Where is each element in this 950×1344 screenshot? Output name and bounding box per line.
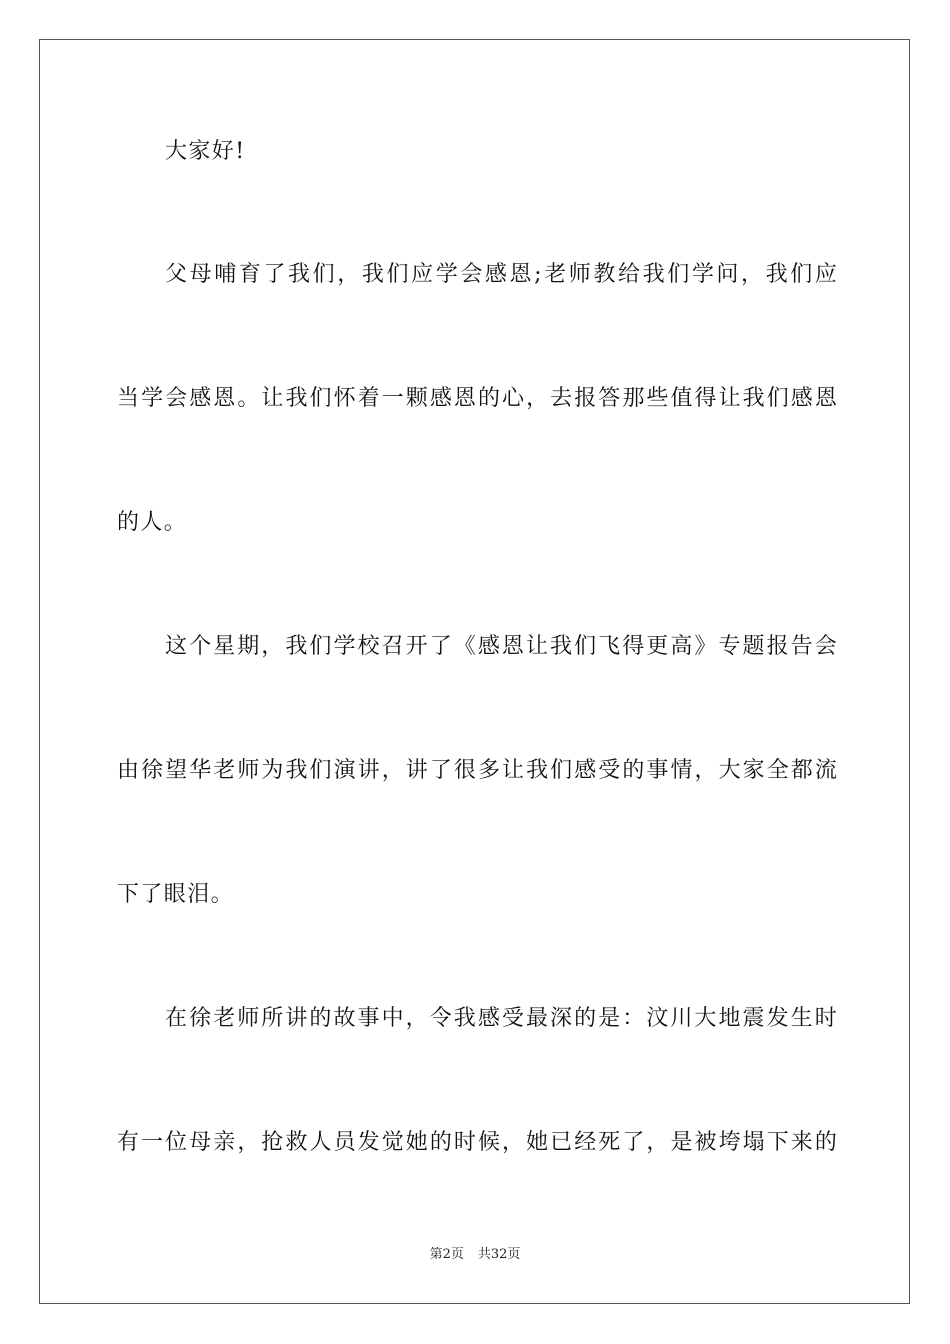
body-line: 由 徐 望 华 老 师 为 我 们 演 讲 ， 讲 了 很 多 让 我 们 感 受 的 事 情 ， 大 家 全 都 流 bbox=[117, 758, 837, 783]
body-line: 在 徐 老 师 所 讲 的 故 事 中 ， 令 我 感 受 最 深 的 是 ： 汶 川 大 地 震 发 生 时 bbox=[165, 1006, 837, 1031]
page-number: 第2页 bbox=[429, 1247, 464, 1262]
body-line: 的人。 bbox=[117, 510, 188, 535]
body-line: 这 个 星 期 ， 我 们 学 校 召 开 了 《 感 恩 让 我 们 飞 得 更 高 》 专 题 报 告 会 bbox=[165, 634, 837, 659]
page-footer bbox=[0, 1247, 950, 1263]
body-line: 父 母 哺 育 了 我 们 ， 我 们 应 学 会 感 恩 ; 老 师 教 给 我 们 学 问 ， 我 们 应 bbox=[165, 262, 837, 287]
greeting-line: 大家好! bbox=[165, 139, 246, 164]
body-line: 有 一 位 母 亲 ， 抢 救 人 员 发 觉 她 的 时 候 ， 她 已 经 死 了 ， 是 被 垮 塌 下 来 的 bbox=[117, 1130, 837, 1155]
body-line: 下了眼泪。 bbox=[117, 882, 235, 907]
body-line: 当 学 会 感 恩 。 让 我 们 怀 着 一 颗 感 恩 的 心 ， 去 报 答 那 些 值 得 让 我 们 感 恩 bbox=[117, 386, 837, 411]
page-total: 共32页 bbox=[477, 1247, 521, 1262]
page-border bbox=[39, 39, 910, 1304]
